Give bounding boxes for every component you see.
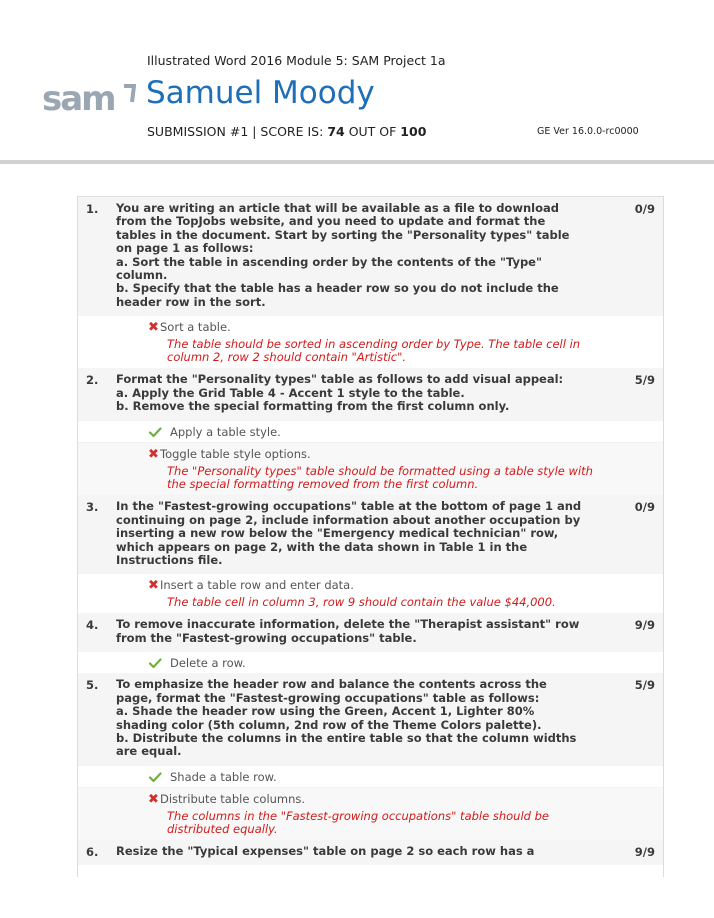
question-score: 0/9 [634,500,655,515]
task-line [78,421,663,442]
question-number: 1. [86,202,99,216]
student-name: Samuel Moody [146,75,375,111]
question-text: Format the "Personality types" table as follows to add visual appeal: a. Apply the Grid Table 4 - Accent 1 style to the table. b. Remove the special formatting from the first column only. [116,372,564,414]
task-line [78,788,663,809]
task-line [78,574,663,595]
question-row [78,197,663,315]
cross-icon: ✖ [148,447,159,463]
task-label: Insert a table row and enter data. [160,578,354,593]
cross-icon: ✖ [148,578,159,594]
question-score: 0/9 [634,202,655,216]
question-row [78,368,663,419]
score-value: 74 [327,124,345,139]
total-value: 100 [400,124,427,139]
question-number: 5. [86,678,99,693]
question-number: 4. [86,618,99,633]
out-of-label: OUT OF [344,124,401,139]
task-line [78,316,663,337]
question-score: 5/9 [634,678,655,693]
question-number: 2. [86,373,99,388]
question-number: 3. [86,500,99,515]
question-number: 6. [86,845,99,860]
task-row [78,315,663,368]
question-row [78,840,663,864]
question-row [78,495,663,573]
task-label: Toggle table style options. [160,447,311,462]
question-text: To remove inaccurate information, delete the "Therapist assistant" row from the "Fastest-growing occupations" table. [116,617,580,645]
task-row [78,420,663,442]
check-icon [148,771,162,786]
task-label: Apply a table style. [170,424,281,439]
question-score: 9/9 [634,618,655,633]
task-feedback: The table cell in column 3, row 9 should contain the value $44,000. [167,594,556,609]
task-line [78,652,663,673]
question-text: Resize the "Typical expenses" table on page 2 so each row has a [116,844,535,859]
task-line [78,766,663,787]
question-text: To emphasize the header row and balance the contents across the page, format the "Fastest-growing occupations" table as follows: a. Shade the header row using the Green, Accent 1, Lighter 80% shading color (5th column, 2nd row of the Theme Colors palette). b. Distribute the columns in the entire table so that the column widths are equal. [116,677,577,759]
version-label: GE Ver 16.0.0-rc0000 [537,126,639,137]
task-line [78,443,663,464]
check-icon [148,657,162,672]
results-panel [77,196,664,877]
task-label: Distribute table columns. [160,792,306,807]
header-divider [0,160,714,164]
question-row [78,673,663,764]
task-row [78,765,663,787]
cross-icon: ✖ [148,320,159,336]
task-label: Sort a table. [160,320,231,335]
task-feedback: The "Personality types" table should be formatted using a table style with the special formatting removed from the first column. [167,463,593,491]
task-row [78,573,663,613]
score-summary [147,124,426,139]
task-label: Shade a table row. [170,769,277,784]
cross-icon: ✖ [148,792,159,808]
question-text: You are writing an article that will be available as a file to download from the TopJobs website, and you need to update and format the tables in the document. Start by sorting the "Personality types" table on page 1 as follows: a. Sort the table in ascending order by the contents of the "Type" column. b. Specify that the table has a header row so you do not include the header row in the sort. [116,201,570,309]
task-feedback: The columns in the "Fastest-growing occupations" table should be distributed equally. [167,808,549,837]
check-icon [148,426,162,441]
task-row [78,787,663,840]
task-label: Delete a row. [170,655,246,670]
question-text: In the "Fastest-growing occupations" table at the bottom of page 1 and continuing on page 2, include information about another occupation by inserting a new row below the "Emergency medical technician" row, which appears on page 2, with the data shown in Table 1 in the Instructions file. [116,499,582,567]
svg-text:sam: sam [42,80,115,116]
task-row [78,651,663,673]
question-score: 9/9 [634,845,655,860]
task-row [78,442,663,495]
submission-label: SUBMISSION #1 | SCORE IS: [147,124,328,139]
report-header [0,0,714,160]
sam-logo [41,80,136,116]
task-feedback: The table should be sorted in ascending order by Type. The table cell in column 2, row 2 should contain "Artistic". [167,336,581,365]
question-score: 5/9 [634,373,655,388]
project-title: Illustrated Word 2016 Module 5: SAM Project 1a [147,53,446,68]
question-row [78,613,663,651]
